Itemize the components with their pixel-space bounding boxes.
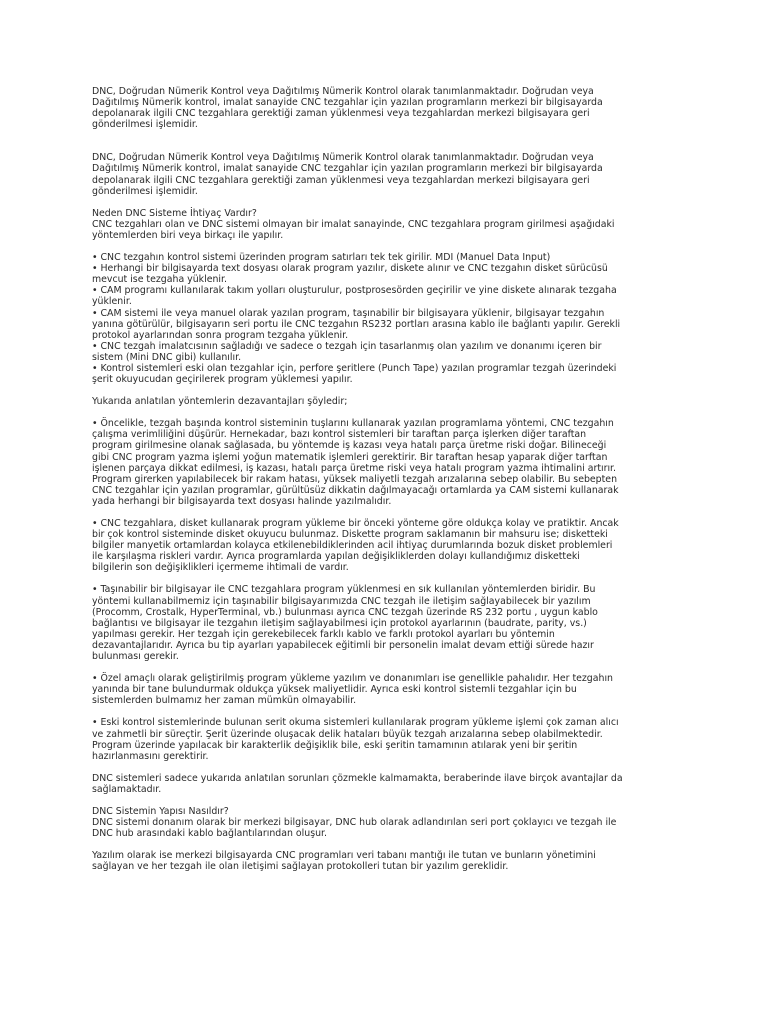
spacer (92, 241, 712, 252)
disadvantage-disk: • CNC tezgahlara, disket kullanarak program yükleme bir önceki yönteme göre oldukça kolay ve pratiktir. Ancak bir çok kontrol sisteminde disket okuyucu bulunmaz. Diskette program saklamanın bir mahsuru ise; disketteki bilgiler manyetik ortamlardan kolayca etkilenebildiklerinden acil ihtiyaç durumlarında bozuk disket problemleri ile karşılaşma riskleri vardır. Ayrıca programlarda yapılan değişikliklerden dolayı kullandığımız disketteki bilgilerin son değişiklikleri içermeme ihtimali de vardır. (92, 518, 619, 574)
intro-paragraph-repeat: DNC, Doğrudan Nümerik Kontrol veya Dağıtılmış Nümerik Kontrol olarak tanımlanmaktadır. Doğrudan veya Dağıtılmış Nümerik kontrol, imalat sanayide CNC tezgahlar için yazılan programların merkezi bir bilgisayarda depolanarak ilgili CNC tezgahlara gerektiği zaman yüklenmesi veya tezgahlardan merkezi bilgisayara geri gönderilmesi işlemidir. (92, 152, 603, 197)
intro-paragraph: DNC, Doğrudan Nümerik Kontrol veya Dağıtılmış Nümerik Kontrol olarak tanımlanmaktadır. Doğrudan veya Dağıtılmış Nümerik kontrol, imalat sanayide CNC tezgahlar için yazılan programların merkezi bir bilgisayarda depolanarak ilgili CNC tezgahlara gerektiği zaman yüklenmesi veya tezgahlardan merkezi bilgisayara geri gönderilmesi işlemidir. (92, 86, 603, 131)
spacer (92, 839, 712, 850)
spacer (92, 573, 712, 584)
disadvantage-manual: • Öncelikle, tezgah başında kontrol sisteminin tuşlarını kullanarak yazılan programlama yöntemi, CNC tezgahın çalışma verimliliğini düşürür. Hernekadar, bazı kontrol sistemleri bir taraftan parça işlerken diğer taraftan program girilmesine olanak sağlasada, bu yöntemde iş kazası veya hatalı parça üretme riski doğar. Bilineceği gibi CNC program yazma işlemi yoğun matematik işlemleri gerektirir. Bir taraftan hesap yaparak diğer tarftan işlenen parçaya dikkat edilmesi, iş kazası, hatalı parça üretme riski veya hatalı program yazma ihtimalini artırır. Program girerken yapılabilecek bir rakam hatası, yüksek maliyetli tezgah arızalarına sebep olabilir. Bu sebepten CNC tezgahlar için yazılan programlar, gürültüsüz dikkatin dağılmayacağı ortamlarda ya CAM sistemi kullanarak yada herhangi bir bilgisayarda text dosyası halinde yazılmalıdır. (92, 418, 619, 507)
spacer (92, 762, 712, 773)
spacer (92, 662, 712, 673)
spacer (92, 706, 712, 717)
spacer (92, 407, 712, 418)
why-dnc-section: Neden DNC Sisteme İhtiyaç Vardır? CNC tezgahları olan ve DNC sistemi olmayan bir imalat sanayinde, CNC tezgahlara program girilmesi aşağıdaki yöntemlerden biri veya birkaçı ile yapılır. (92, 207, 615, 241)
disadvantage-tape: • Eski kontrol sistemlerinde bulunan serit okuma sistemleri kullanılarak program yükleme işlemi çok zaman alıcı ve zahmetli bir süreçtir. Şerit üzerinde oluşacak delik hataları büyük tezgah arızalarına sebep olabilmektedir. Program üzerinde yapılacak bir karakterlik değişiklik bile, eski şeritin tamamının atılarak yeni bir şeritin hazırlanmasını gerektirir. (92, 717, 619, 762)
spacer (92, 795, 712, 806)
disadvantages-intro: Yukarıda anlatılan yöntemlerin dezavantajları şöyledir; (92, 396, 348, 408)
methods-list: • CNC tezgahın kontrol sistemi üzerinden program satırları tek tek girilir. MDI (Manuel Data Input) • Herhangi bir bilgisayarda text dosyası olarak program yazılır, diskete alınır ve CNC tezgahın disket sürücüsü mevcut ise tezgaha yüklenir. • CAM programı kullanılarak takım yolları oluşturulur, postprosesörden geçirilir ve yine diskete alınarak tezgaha yüklenir. • CAM sistemi ile veya manuel olarak yazılan program, taşınabilir bir bilgisayara yüklenir, bilgisayar tezgahın yanına götürülür, bilgisayarın seri portu ile CNC tezgahın RS232 portları arasına kablo ile bağlantı yapılır. Gerekli protokol ayarlarından sonra program tezgaha yüklenir. • CNC tezgah imalatcısının sağladığı ve sadece o tezgah için tasarlanmış olan yazılım ve donanımı içeren bir sistem (Mini DNC gibi) kullanılır. • Kontrol sistemleri eski olan tezgahlar için, perfore şeritlere (Punch Tape) yazılan programlar tezgah üzerindeki şerit okuyucudan geçirilerek program yüklemesi yapılır. (92, 252, 621, 386)
spacer (92, 507, 712, 518)
spacer (92, 130, 712, 152)
disadvantage-special: • Özel amaçlı olarak geliştirilmiş program yükleme yazılım ve donanımları ise genellikle pahalıdır. Her tezgahın yanında bir tane bulundurmak oldukça yüksek maliyetlidir. Ayrıca eski kontrol sistemli tezgahlar için bu sistemlerden bulmamız her zaman mümkün olmayabilir. (92, 673, 613, 707)
dnc-software: Yazılım olarak ise merkezi bilgisayarda CNC programları veri tabanı mantığı ile tutan ve bunların yönetimini sağlayan ve her tezgah ile olan iletişimi sağlayan protokolleri tutan bir yazılım gereklidir. (92, 850, 596, 873)
disadvantage-laptop: • Taşınabilir bir bilgisayar ile CNC tezgahlara program yüklenmesi en sık kullanılan yöntemlerden biridir. Bu yöntemi kullanabilmemiz için taşınabilir bilgisayarımızda CNC tezgah ile iletişim sağlayabilecek bir yazılım (Procomm, Crostalk, HyperTerminal, vb.) bulunması ayrıca CNC tezgah üzerinde RS 232 portu , uygun kablo bağlantısı ve bilgisayar ile tezgahın iletişim sağlayabilmesi için protokol ayarlarının (baudrate, parity, vs.) yapılması gerekir. Her tezgah için gerekebilecek farklı kablo ve farklı protokol ayarları bu yöntemin dezavantajlarıdır. Ayrıca bu tip ayarları yapabilecek eğitimli bir personelin imalat devam ettiği sürede hazır bulunması gerekir. (92, 584, 598, 663)
spacer (92, 197, 712, 208)
document-page (92, 86, 712, 872)
dnc-structure-section: DNC Sistemin Yapısı Nasıldır? DNC sistemi donanım olarak bir merkezi bilgisayar, DNC hub olarak adlandırılan seri port çoklayıcı ve tezgah ile DNC hub arasındaki kablo bağlantılarından oluşur. (92, 805, 617, 840)
dnc-benefits: DNC sistemleri sadece yukarıda anlatılan sorunları çözmekle kalmamakta, beraberinde ilave birçok avantajlar da sağlamaktadır. (92, 772, 623, 795)
spacer (92, 385, 712, 396)
